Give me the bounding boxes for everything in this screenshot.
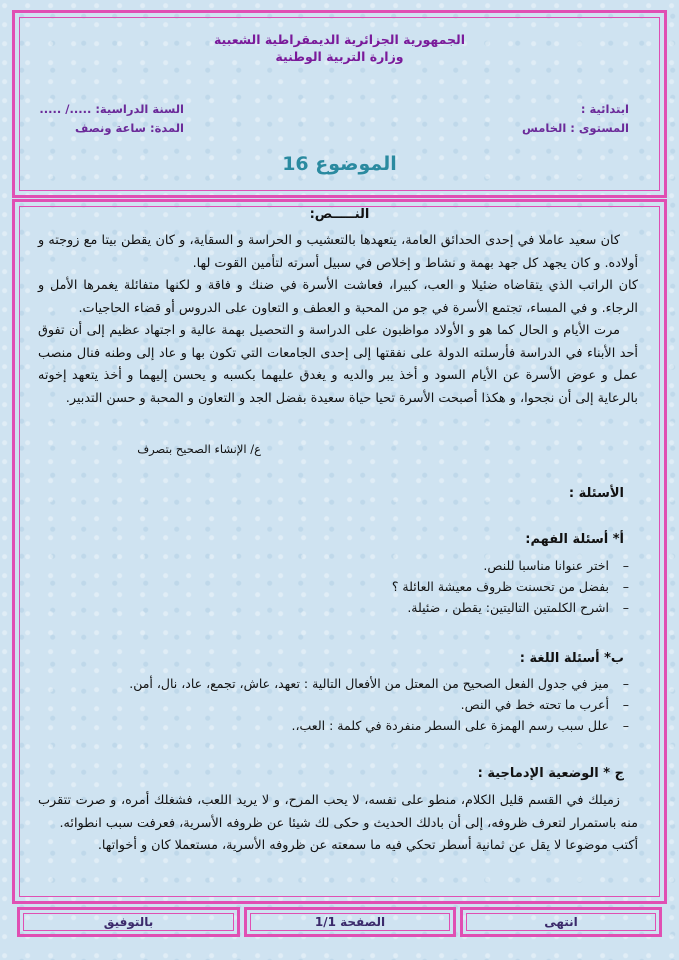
questions-title: الأسئلة : [568, 486, 624, 501]
page-number: الصفحة 1/1 [314, 915, 386, 929]
text-heading: النـــــص: [309, 207, 370, 222]
integration-situation: زميلك في القسم قليل الكلام، منطو على نفسه، لا يحب المرح، و لا يريد اللعب، فشغلك أمره، و صرت تتقرب منه باستمرار لتعرف ظروفه، إلى أن بادلك الحديث و حكى لك شيئا عن ظروفه الأسرية، فعرفت سبب انطوائه. [38, 793, 638, 831]
text-paragraph-1: كان سعيد عاملا في إحدى الحدائق العامة، يتعهدها بالتعشيب و الحراسة و السقاية، و كان يقطن بيتا مع زوجته و أولاده. و كان يجهد كل جهد بهمة و نشاط و إخلاص في سبيل أسرته لتأمين القوت لها. [38, 233, 638, 271]
list-item: – اشرح الكلمتين التاليتين: يقطن ، ضئيلة. [407, 600, 629, 615]
footer-page [244, 907, 456, 937]
comprehension-list [71, 555, 631, 618]
list-item: – علل سبب رسم الهمزة على السطر منفردة في كلمة : العب،. [291, 718, 629, 733]
language-list [51, 673, 631, 736]
footer-end [460, 907, 662, 937]
school-year-label: السنة الدراسية: ...../ ..... [39, 102, 184, 116]
language-title: ب* أسئلة اللغة : [519, 651, 624, 666]
integration-title: ج * الوضعية الإدماجية : [477, 766, 624, 781]
footer-good-luck-label: بالتوفيق [103, 915, 154, 929]
list-item: – اختر عنوانا مناسبا للنص. [483, 558, 629, 573]
level-label: المستوى : الخامس [522, 121, 629, 135]
integration-task: أكتب موضوعا لا يقل عن ثمانية أسطر تحكي فيه ما سمعته عن ظروفه الأسرية، مستعملا كان و أخواتها. [97, 838, 638, 853]
comprehension-title: أ* أسئلة الفهم: [525, 532, 624, 547]
footer-good-luck [17, 907, 240, 937]
list-item: – أعرب ما تحته خط في النص. [460, 697, 629, 712]
ministry-name: وزارة التربية الوطنية [275, 49, 404, 64]
reading-text [38, 230, 638, 410]
text-paragraph-2: كان الراتب الذي يتقاضاه ضئيلا و العب، كبيرا، فعاشت الأسرة في ضنك و فاقة و لكنها متفائلة يغمرها الأمل و الرجاء. و في المساء، تجتمع الأسرة في جو من المحبة و العطف و التعاون على الدروس أو قضاء الحاجيات. [38, 278, 638, 316]
text-source: ع/ الإنشاء الصحيح بتصرف [137, 442, 261, 456]
list-item: – ميز في جدول الفعل الصحيح من المعتل من الأفعال التالية : تعهد، عاش، تجمع، عاد، نال، أمن. [129, 676, 629, 691]
integration-block [38, 790, 638, 858]
footer-end-label: انتهى [544, 915, 578, 929]
text-paragraph-3: مرت الأيام و الحال كما هو و الأولاد مواظبون على الدراسة و التحصيل بهمة عالية و اجتهاد عظيم إلى أن تفوق أحد الأبناء في الدراسة فأرسلته الدولة على نفقتها إلى إحدى الجامعات التي تكون بها و عاد إلى وطنه فنال منصب عمل و عوض الأسرة عن الأيام السود و أخذ يبر والديه و يغدق عليهما بكسبه و يحسن إليهما و أخذ يتعهد إخوته بالرعاية إلى أن نجحوا، و هكذا أصبحت الأسرة تحيا حياة سعيدة بفضل الجد و التعاون و المحبة و حسن التدبير. [38, 323, 638, 406]
republic-name: الجمهورية الجزائرية الديمقراطية الشعبية [213, 32, 466, 47]
topic-title: الموضوع 16 [282, 153, 397, 175]
school-label: ابتدائية : [580, 102, 629, 116]
duration-label: المدة: ساعة ونصف [75, 121, 184, 135]
list-item: – بفضل من تحسنت ظروف معيشة العائلة ؟ [391, 579, 629, 594]
